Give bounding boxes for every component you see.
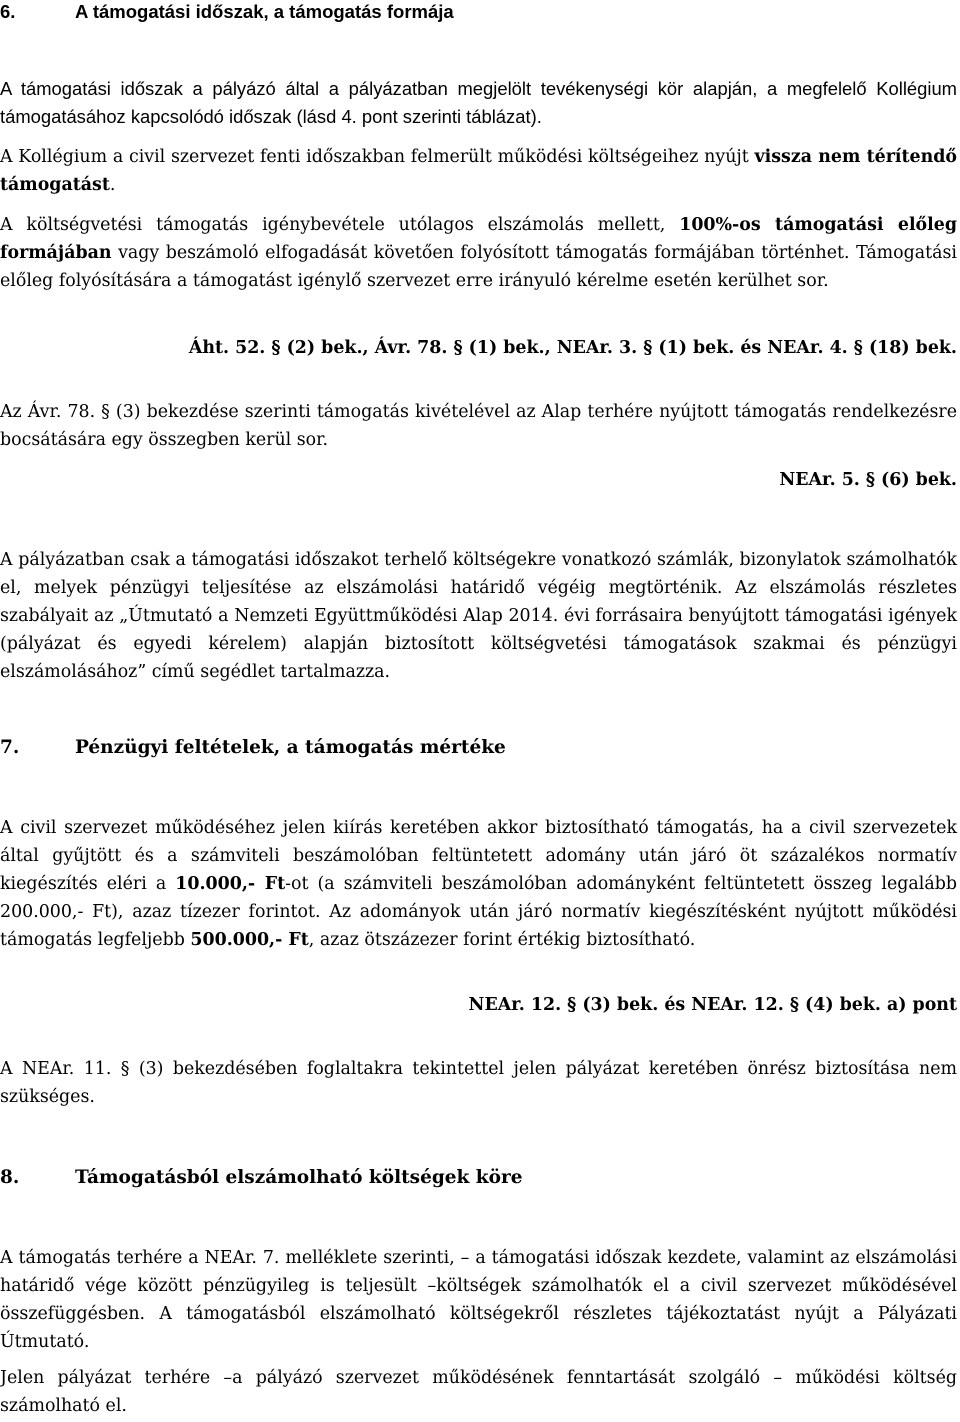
section-number: 8. (0, 1167, 20, 1188)
section-8-heading (0, 1164, 957, 1192)
section-title: Pénzügyi feltételek, a támogatás mértéke (75, 737, 506, 758)
section-7-paragraph-1: A civil szervezet működéséhez jelen kiírás keretében akkor biztosítható támogatás, ha a civil szervezetek által gyűjtött és a számviteli beszámolóban feltüntetett adomány után járó öt százalékos normatív kiegészítés eléri a 10.000,- Ft-ot (a számviteli beszámolóban adományként feltüntetett összeg legalább 200.000,- Ft), azaz tízezer forintot. Az adományok után járó normatív kiegészítésként nyújtott működési támogatás legfeljebb 500.000,- Ft, azaz ötszázezer forint értékig biztosítható. (0, 818, 957, 950)
legal-reference-1: Áht. 52. § (2) bek., Ávr. 78. § (1) bek., NEAr. 3. § (1) bek. és NEAr. 4. § (18) bek. (188, 338, 957, 358)
section-6-paragraph-4: Az Ávr. 78. § (3) bekezdése szerinti támogatás kivételével az Alap terhére nyújtott támogatás rendelkezésre bocsátására egy összegben kerül sor. (0, 402, 957, 450)
section-6-paragraph-1: A támogatási időszak a pályázó által a pályázatban megjelölt tevékenységi kör alapján, a megfelelő Kollégium támogatásához kapcsolódó időszak (lásd 4. pont szerinti táblázat). (0, 78, 957, 127)
section-title: A támogatási időszak, a támogatás formája (75, 1, 454, 22)
section-title: Támogatásból elszámolható költségek köre (75, 1167, 523, 1188)
section-number: 7. (0, 737, 20, 758)
emphasis-advance-payment: 100%-os támogatási előleg formájában (0, 215, 957, 263)
legal-reference-3: NEAr. 12. § (3) bek. és NEAr. 12. § (4) bek. a) pont (468, 995, 957, 1015)
section-number: 6. (0, 1, 16, 22)
section-6-paragraph-2: A Kollégium a civil szervezet fenti időszakban felmerült működési költségeihez nyújt vissza nem térítendő támogatást. (0, 147, 957, 195)
emphasis-min-amount: 10.000,- Ft (175, 874, 286, 894)
section-6-paragraph-5: A pályázatban csak a támogatási időszakot terhelő költségekre vonatkozó számlák, bizonylatok számolhatók el, melyek pénzügyi teljesítése az elszámolási határidő végéig megtörténik. Az elszámolás részletes szabályait az „Útmutató a Nemzeti Együttműködési Alap 2014. évi forrásaira benyújtott támogatási igények (pályázat és egyedi kérelem) alapján biztosított költségvetési támogatások szakmai és pénzügyi elszámolásához” című segédlet tartalmazza. (0, 550, 957, 682)
legal-reference-2: NEAr. 5. § (6) bek. (779, 470, 957, 490)
section-6-heading (0, 0, 957, 26)
section-8-paragraph-2: Jelen pályázat terhére –a pályázó szervezet működésének fenntartását szolgáló – működési költség számolható el. (0, 1368, 957, 1416)
section-7-paragraph-2: A NEAr. 11. § (3) bekezdésében foglaltakra tekintettel jelen pályázat keretében önrész biztosítása nem szükséges. (0, 1059, 957, 1107)
emphasis-non-refundable: vissza nem térítendő támogatást (0, 147, 957, 195)
emphasis-max-amount: 500.000,- Ft (190, 930, 309, 950)
section-6-paragraph-3: A költségvetési támogatás igénybevétele utólagos elszámolás mellett, 100%-os támogatási előleg formájában vagy beszámoló elfogadását követően folyósított támogatás formájában történhet. Támogatási előleg folyósítására a támogatást igénylő szervezet erre irányuló kérelme esetén kerülhet sor. (0, 215, 957, 291)
section-7-heading (0, 734, 957, 762)
section-8-paragraph-1: A támogatás terhére a NEAr. 7. melléklete szerinti, – a támogatási időszak kezdete, valamint az elszámolási határidő vége között pénzügyileg is teljesült –költségek számolhatók el a civil szervezet működésével összefüggésben. A támogatásból elszámolható költségekről részletes tájékoztatást nyújt a Pályázati Útmutató. (0, 1248, 957, 1352)
